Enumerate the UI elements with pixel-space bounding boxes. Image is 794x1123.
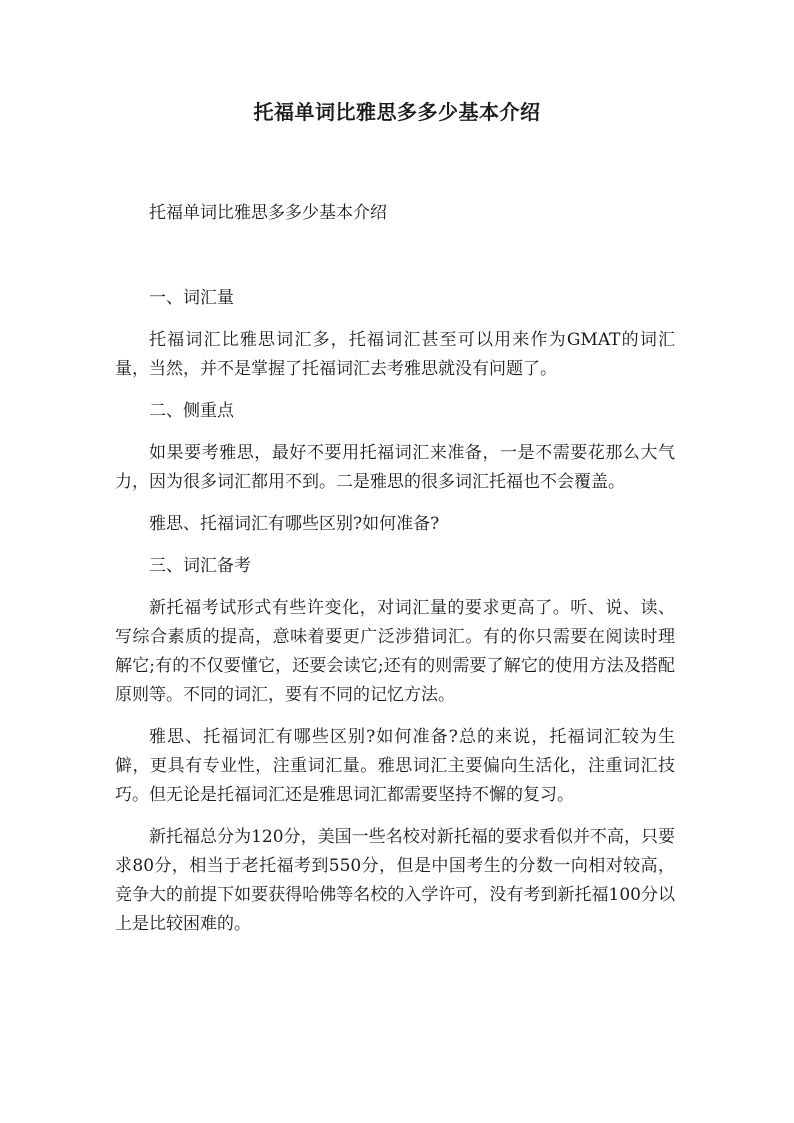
document-title: 托福单词比雅思多多少基本介绍 — [253, 100, 541, 124]
section-heading-focus: 二、侧重点 — [149, 401, 234, 421]
section-heading-preparation: 三、词汇备考 — [149, 556, 251, 576]
paragraph-summary: 雅思、托福词汇有哪些区别?如何准备?总的来说，托福词汇较为生僻，更具有专业性，注重词汇量。雅思词汇主要偏向生活化，注重词汇技巧。但无论是托福词汇还是雅思词汇都需要坚持不懈的复习。 — [115, 727, 675, 805]
paragraph-scores: 新托福总分为120分，美国一些名校对新托福的要求看似并不高，只要求80分，相当于老托福考到550分，但是中国考生的分数一向相对较高，竞争大的前提下如要获得哈佛等名校的入学许可，没有考到新托福100分以上是比较困难的。 — [115, 827, 675, 934]
document-subtitle: 托福单词比雅思多多少基本介绍 — [149, 203, 387, 223]
paragraph-question: 雅思、托福词汇有哪些区别?如何准备? — [149, 514, 440, 534]
document-body — [115, 199, 675, 952]
paragraph-focus: 如果要考雅思，最好不要用托福词汇来准备，一是不需要花那么大气力，因为很多词汇都用不到。二是雅思的很多词汇托福也不会覆盖。 — [115, 443, 675, 492]
paragraph-preparation: 新托福考试形式有些许变化，对词汇量的要求更高了。听、说、读、写综合素质的提高，意味着要更广泛涉猎词汇。有的你只需要在阅读时理解它;有的不仅要懂它，还要会读它;还有的则需要了解它的使用方法及搭配原则等。不同的词汇，要有不同的记忆方法。 — [115, 598, 675, 705]
paragraph-vocabulary-size: 托福词汇比雅思词汇多，托福词汇甚至可以用来作为GMAT的词汇量，当然，并不是掌握了托福词汇去考雅思就没有问题了。 — [115, 330, 675, 379]
section-heading-vocabulary-size: 一、词汇量 — [149, 288, 234, 308]
